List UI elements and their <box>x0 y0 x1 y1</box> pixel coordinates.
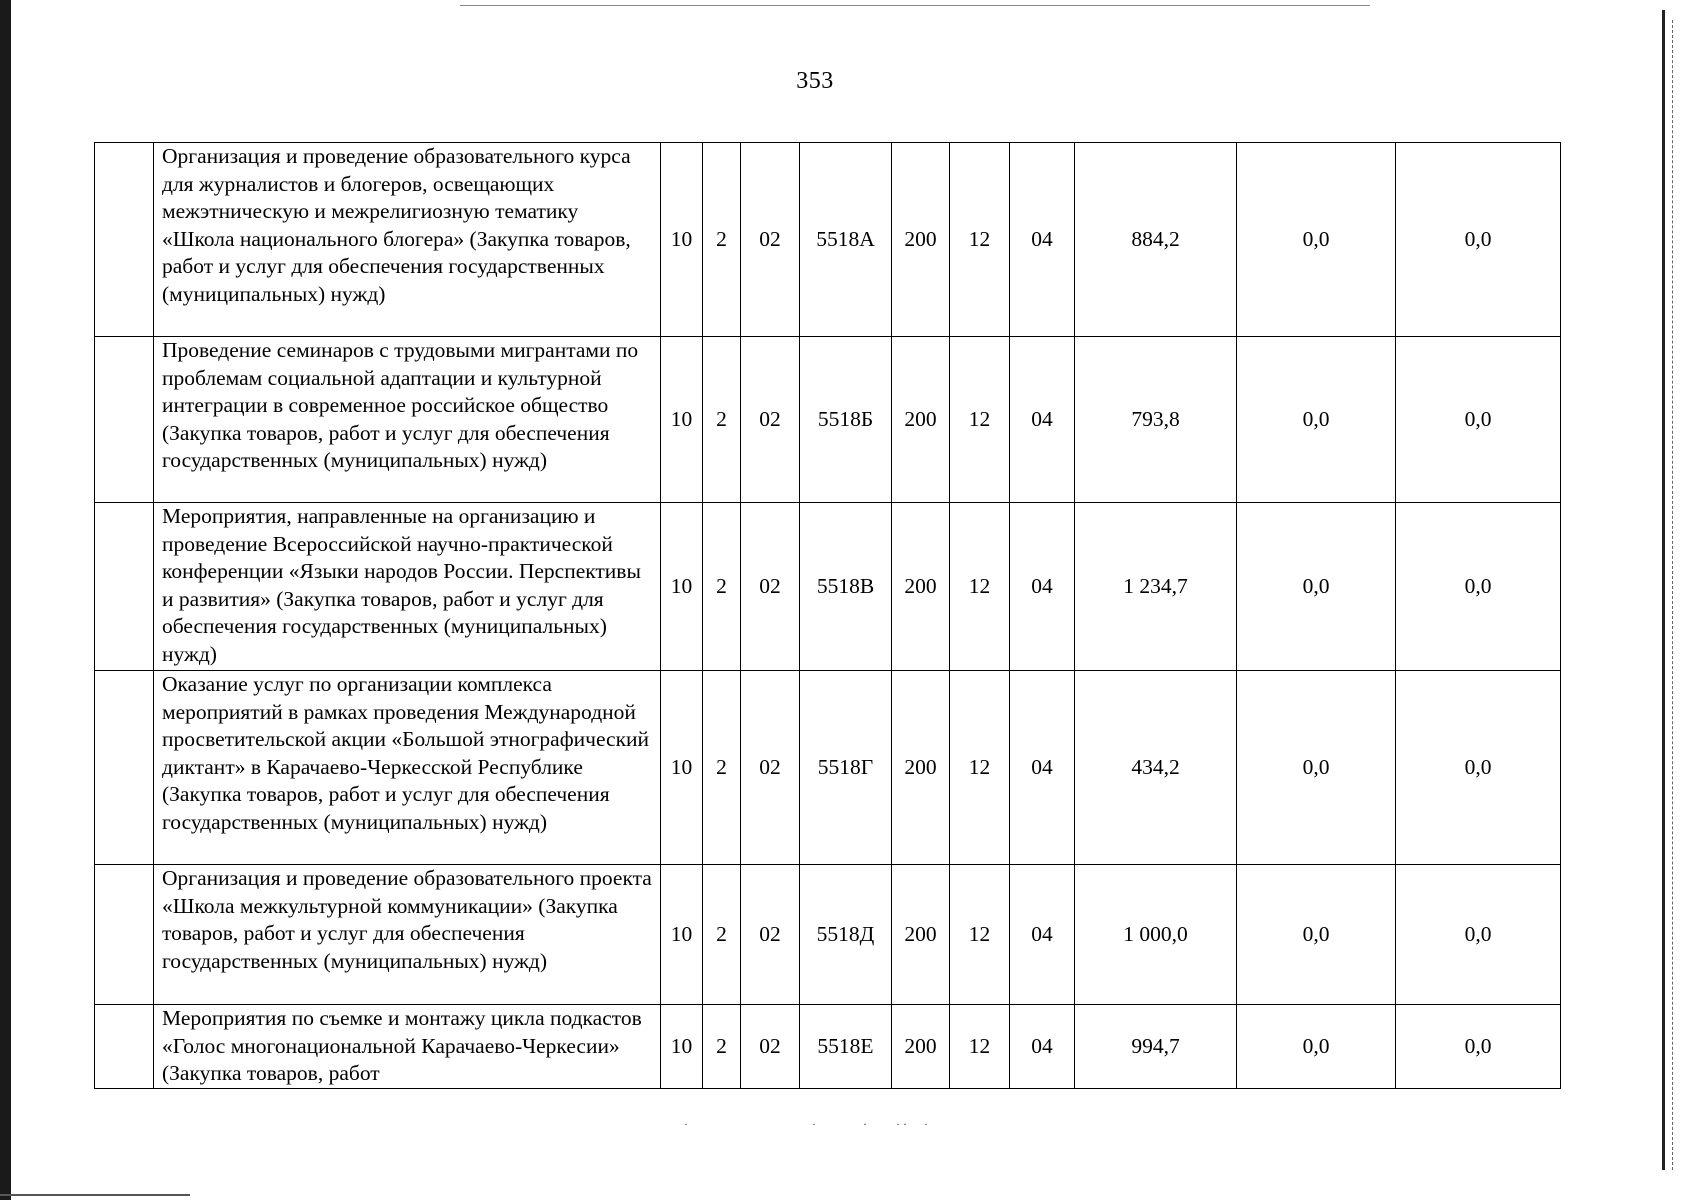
amount-cell: 994,7 <box>1075 1005 1237 1089</box>
code-cell: 10 <box>661 865 703 1005</box>
scan-right-edge <box>1662 10 1665 1170</box>
scan-left-edge <box>0 0 11 1200</box>
target-article-cell: 5518В <box>800 503 892 671</box>
scan-speck: · <box>924 1117 928 1131</box>
section-cell: 12 <box>950 1005 1010 1089</box>
description-cell: Мероприятия по съемке и монтажу цикла подкастов «Голос многонациональной Карачаево-Черкесии» (Закупка товаров, работ <box>154 1005 661 1089</box>
description-cell: Организация и проведение образовательного курса для журналистов и блогеров, освещающих межэтническую и межрелигиозную тематику «Школа национального блогера» (Закупка товаров, работ и услуг для обеспечения государственных (муниципальных) нужд) <box>154 143 661 337</box>
section-cell: 12 <box>950 503 1010 671</box>
section-cell: 12 <box>950 865 1010 1005</box>
table-row <box>95 671 1561 865</box>
description-cell: Оказание услуг по организации комплекса мероприятий в рамках проведения Международной просветительской акции «Большой этнографический диктант» в Карачаево-Черкесской Республике (Закупка товаров, работ и услуг для обеспечения государственных (муниципальных) нужд) <box>154 671 661 865</box>
row-number-cell <box>95 671 154 865</box>
row-number-cell <box>95 337 154 503</box>
scan-speck: · <box>812 1117 816 1131</box>
subsection-cell: 04 <box>1010 503 1075 671</box>
page-number: 353 <box>796 68 834 94</box>
description-cell: Проведение семинаров с трудовыми мигрантами по проблемам социальной адаптации и культурной интеграции в современное российское общество (Закупка товаров, работ и услуг для обеспечения государственных (муниципальных) нужд) <box>154 337 661 503</box>
target-article-cell: 5518Е <box>800 1005 892 1089</box>
target-article-cell: 5518Д <box>800 865 892 1005</box>
amount-cell: 0,0 <box>1237 865 1396 1005</box>
expense-type-cell: 200 <box>892 143 950 337</box>
target-article-cell: 5518Б <box>800 337 892 503</box>
amount-cell: 0,0 <box>1396 671 1561 865</box>
expense-type-cell: 200 <box>892 503 950 671</box>
table-row <box>95 337 1561 503</box>
amount-cell: 0,0 <box>1396 337 1561 503</box>
code-cell: 10 <box>661 503 703 671</box>
code-cell: 2 <box>703 337 741 503</box>
expense-type-cell: 200 <box>892 865 950 1005</box>
scan-speck: · <box>863 1117 867 1131</box>
description-cell: Мероприятия, направленные на организацию и проведение Всероссийской научно-практической конференции «Языки народов России. Перспективы и развития» (Закупка товаров, работ и услуг для обеспечения государственных (муниципальных) нужд) <box>154 503 661 671</box>
scan-speck: · · <box>896 1117 907 1131</box>
amount-cell: 0,0 <box>1396 865 1561 1005</box>
code-cell: 2 <box>703 671 741 865</box>
amount-cell: 1 234,7 <box>1075 503 1237 671</box>
code-cell: 10 <box>661 1005 703 1089</box>
target-article-cell: 5518Г <box>800 671 892 865</box>
description-cell: Организация и проведение образовательного проекта «Школа межкультурной коммуникации» (Закупка товаров, работ и услуг для обеспечения государственных (муниципальных) нужд) <box>154 865 661 1005</box>
code-cell: 02 <box>741 671 800 865</box>
amount-cell: 0,0 <box>1396 503 1561 671</box>
table-row <box>95 865 1561 1005</box>
code-cell: 10 <box>661 143 703 337</box>
amount-cell: 1 000,0 <box>1075 865 1237 1005</box>
amount-cell: 0,0 <box>1237 671 1396 865</box>
subsection-cell: 04 <box>1010 143 1075 337</box>
target-article-cell: 5518А <box>800 143 892 337</box>
amount-cell: 0,0 <box>1396 1005 1561 1089</box>
row-number-cell <box>95 143 154 337</box>
amount-cell: 884,2 <box>1075 143 1237 337</box>
amount-cell: 793,8 <box>1075 337 1237 503</box>
scan-speck: · <box>684 1117 688 1131</box>
code-cell: 10 <box>661 337 703 503</box>
code-cell: 02 <box>741 1005 800 1089</box>
expense-type-cell: 200 <box>892 337 950 503</box>
code-cell: 10 <box>661 671 703 865</box>
amount-cell: 0,0 <box>1237 143 1396 337</box>
section-cell: 12 <box>950 671 1010 865</box>
code-cell: 02 <box>741 337 800 503</box>
amount-cell: 434,2 <box>1075 671 1237 865</box>
code-cell: 02 <box>741 143 800 337</box>
subsection-cell: 04 <box>1010 865 1075 1005</box>
code-cell: 2 <box>703 865 741 1005</box>
table-row <box>95 143 1561 337</box>
amount-cell: 0,0 <box>1237 1005 1396 1089</box>
section-cell: 12 <box>950 143 1010 337</box>
scan-bottom-line <box>0 1194 190 1196</box>
budget-table <box>94 142 1561 1089</box>
scan-right-edge-dashed <box>1672 20 1674 1170</box>
scan-top-line <box>460 5 1370 6</box>
subsection-cell: 04 <box>1010 671 1075 865</box>
section-cell: 12 <box>950 337 1010 503</box>
code-cell: 2 <box>703 143 741 337</box>
amount-cell: 0,0 <box>1237 503 1396 671</box>
table-row <box>95 503 1561 671</box>
row-number-cell <box>95 1005 154 1089</box>
amount-cell: 0,0 <box>1237 337 1396 503</box>
amount-cell: 0,0 <box>1396 143 1561 337</box>
subsection-cell: 04 <box>1010 337 1075 503</box>
row-number-cell <box>95 865 154 1005</box>
row-number-cell <box>95 503 154 671</box>
expense-type-cell: 200 <box>892 1005 950 1089</box>
table-row <box>95 1005 1561 1089</box>
code-cell: 02 <box>741 503 800 671</box>
code-cell: 2 <box>703 503 741 671</box>
subsection-cell: 04 <box>1010 1005 1075 1089</box>
code-cell: 02 <box>741 865 800 1005</box>
code-cell: 2 <box>703 1005 741 1089</box>
expense-type-cell: 200 <box>892 671 950 865</box>
